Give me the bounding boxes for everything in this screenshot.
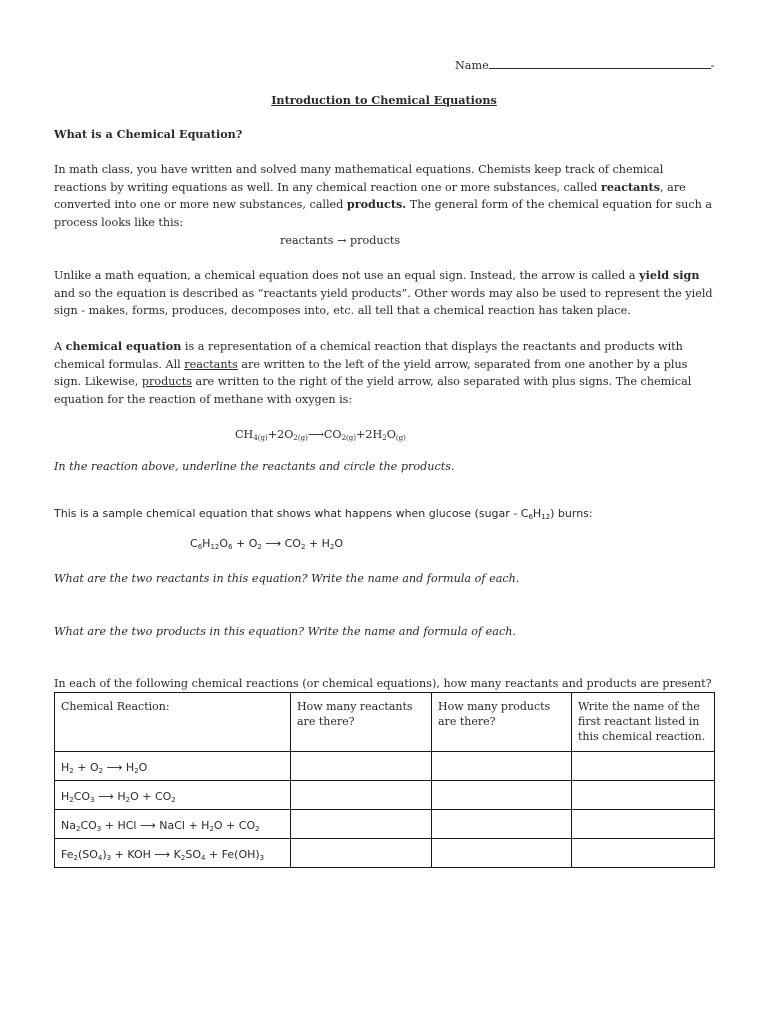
paragraph-chem-text-g: are written to the right of the yield arrow, also separated with plus signs. The chemical equation for the reaction of methane with oxygen is: xyxy=(54,375,692,406)
answer-cell-reactant-count[interactable] xyxy=(291,781,432,810)
eq-subscript: 2(g) xyxy=(293,434,308,442)
answer-cell-first-reactant[interactable] xyxy=(572,810,715,839)
eq-subscript: 2 xyxy=(329,543,335,551)
reaction-cell xyxy=(55,839,291,868)
paragraph-intro-text-a: In math class, you have written and solved many mathematical equations. Chemists keep track of chemical reactions by writing equations as well. In any chemical reaction one or more substances, called xyxy=(54,163,664,194)
eq-subscript: 4(g) xyxy=(253,434,268,442)
eq-part: + HCl ⟶ NaCl + H xyxy=(101,818,210,832)
eq-part: + KOH ⟶ K xyxy=(111,847,181,861)
table-row xyxy=(55,839,715,868)
answer-cell-product-count[interactable] xyxy=(432,781,572,810)
table-row xyxy=(55,810,715,839)
table-header-cell: How many products are there? xyxy=(432,693,572,752)
answer-cell-product-count[interactable] xyxy=(432,810,572,839)
name-blank-line[interactable] xyxy=(489,57,711,69)
term-reactants-underlined: reactants xyxy=(184,357,238,371)
name-label: Name xyxy=(455,59,489,72)
paragraph-yield-text-a: Unlike a math equation, a chemical equation does not use an equal sign. Instead, the arrow is called a xyxy=(54,269,640,282)
eq-subscript: 3 xyxy=(96,824,102,833)
section-heading: What is a Chemical Equation? xyxy=(54,127,243,141)
eq-part: CO xyxy=(73,789,91,803)
answer-cell-reactant-count[interactable] xyxy=(291,839,432,868)
eq-subscript: 2 xyxy=(98,766,104,775)
eq-part: H xyxy=(61,789,70,803)
term-chemical-equation: chemical equation xyxy=(65,339,182,353)
glucose-sentence-text-c: ) burns: xyxy=(550,507,593,520)
term-reactants: reactants xyxy=(600,179,661,194)
eq-subscript: (g) xyxy=(395,434,406,442)
table-header-cell: How many reactants are there? xyxy=(291,693,432,752)
reaction-cell xyxy=(55,752,291,781)
eq-part: ⟶ CO xyxy=(261,537,301,550)
table-header-cell: Write the name of the first reactant listed in this chemical reaction. xyxy=(572,693,715,752)
eq-subscript: 2 xyxy=(75,824,81,833)
term-products-underlined: products xyxy=(141,375,192,389)
paragraph-chem-text-a: A xyxy=(54,340,66,353)
answer-cell-product-count[interactable] xyxy=(432,839,572,868)
eq-part: CH xyxy=(235,428,254,441)
term-yield-sign: yield sign xyxy=(639,268,700,282)
eq-part: CO xyxy=(80,818,97,832)
eq-subscript: 2 xyxy=(171,795,176,804)
eq-subscript: 2 xyxy=(125,795,131,804)
eq-part: H xyxy=(202,537,211,550)
question-products: What are the two products in this equation? Write the name and formula of each. xyxy=(54,625,516,638)
glucose-sentence-text-a: This is a sample chemical equation that shows what happens when glucose (sugar - C xyxy=(54,507,529,520)
eq-part: O xyxy=(219,537,229,550)
eq-part: ⟶CO xyxy=(307,428,342,441)
eq-subscript: 6 xyxy=(197,543,203,551)
answer-cell-first-reactant[interactable] xyxy=(572,752,715,781)
eq-part: +2H xyxy=(356,428,383,441)
table-intro: In each of the following chemical reactions (or chemical equations), how many reactants and products are present? xyxy=(54,677,712,690)
eq-subscript: 4 xyxy=(200,853,206,862)
eq-subscript: 2 xyxy=(180,853,186,862)
methane-equation xyxy=(235,428,406,441)
question-reactants: What are the two reactants in this equation? Write the name and formula of each. xyxy=(54,572,520,585)
eq-part: C xyxy=(190,537,198,550)
eq-subscript: 2 xyxy=(69,795,74,804)
eq-part: + H xyxy=(305,537,330,550)
eq-part: + O xyxy=(232,537,258,550)
eq-subscript: 3 xyxy=(259,853,265,862)
eq-part: (SO xyxy=(77,847,98,861)
eq-part: + O xyxy=(73,760,99,774)
eq-subscript: 2 xyxy=(209,824,214,833)
reaction-cell xyxy=(55,810,291,839)
eq-subscript: 12 xyxy=(541,513,551,521)
general-form-equation: reactants → products xyxy=(280,234,401,247)
eq-subscript: 2 xyxy=(257,543,262,551)
eq-part: ) xyxy=(102,847,107,861)
paragraph-intro xyxy=(54,161,714,231)
reaction-cell xyxy=(55,781,291,810)
eq-part: SO xyxy=(185,847,201,861)
eq-subscript: 2 xyxy=(134,766,139,775)
eq-part: +2O xyxy=(267,428,294,441)
eq-part: ⟶ H xyxy=(94,789,126,803)
eq-subscript: 6 xyxy=(228,543,233,551)
paragraph-chem-text-c: is a representation of a chemical reaction that displays the reactants and products with chemical formulas. All xyxy=(54,340,683,371)
eq-subscript: 2 xyxy=(300,543,306,551)
eq-subscript: 12 xyxy=(210,543,220,551)
answer-cell-product-count[interactable] xyxy=(432,752,572,781)
eq-subscript: 2 xyxy=(73,853,78,862)
answer-cell-first-reactant[interactable] xyxy=(572,781,715,810)
term-products: products. xyxy=(346,197,407,212)
table-row xyxy=(55,752,715,781)
eq-subscript: 4 xyxy=(97,853,103,862)
name-dash: - xyxy=(710,59,715,72)
eq-subscript: 2(g) xyxy=(341,434,356,442)
reactions-table xyxy=(54,692,715,868)
table-header-row xyxy=(55,693,715,752)
eq-part: O xyxy=(386,428,396,441)
eq-subscript: 2 xyxy=(255,824,260,833)
name-field[interactable] xyxy=(455,57,714,72)
eq-part: O xyxy=(138,760,148,774)
table-row xyxy=(55,781,715,810)
answer-cell-first-reactant[interactable] xyxy=(572,839,715,868)
instruction-underline-circle: In the reaction above, underline the reactants and circle the products. xyxy=(54,460,455,473)
eq-subscript: 2 xyxy=(382,434,387,442)
eq-subscript: 3 xyxy=(106,853,112,862)
eq-part: Fe xyxy=(61,847,74,861)
eq-subscript: 3 xyxy=(90,795,95,804)
eq-subscript: 2 xyxy=(69,766,74,775)
eq-part: O xyxy=(334,537,344,550)
eq-subscript: 6 xyxy=(528,513,533,521)
eq-part: H xyxy=(61,760,70,774)
paragraph-chemical-equation xyxy=(54,338,714,408)
eq-part: O + CO xyxy=(130,789,172,803)
eq-part: Na xyxy=(61,818,76,832)
eq-part: + Fe(OH) xyxy=(205,847,260,861)
paragraph-intro-text-e: The general form of the chemical equation for such a process looks like this: xyxy=(54,198,713,229)
eq-part: ⟶ H xyxy=(103,760,135,774)
answer-cell-reactant-count[interactable] xyxy=(291,810,432,839)
paragraph-chem-text-e: are written to the left of the yield arrow, separated from one another by a plus sign. Likewise, xyxy=(54,357,688,389)
glucose-sentence-text-b: H xyxy=(532,507,542,520)
glucose-sentence xyxy=(54,505,714,523)
page-title: Introduction to Chemical Equations xyxy=(271,93,497,107)
paragraph-yield-text-c: and so the equation is described as “reactants yield products”. Other words may also be used to represent the yield sign - makes, forms, produces, decomposes into, etc. all tell that a chemical reaction has taken place. xyxy=(54,286,713,318)
eq-part: O + CO xyxy=(213,818,256,832)
paragraph-yield-sign xyxy=(54,267,714,320)
table-header-cell: Chemical Reaction: xyxy=(55,693,291,752)
answer-cell-reactant-count[interactable] xyxy=(291,752,432,781)
paragraph-intro-text-c: , are converted into one or more new substances, called xyxy=(54,180,686,212)
glucose-equation xyxy=(190,537,343,550)
